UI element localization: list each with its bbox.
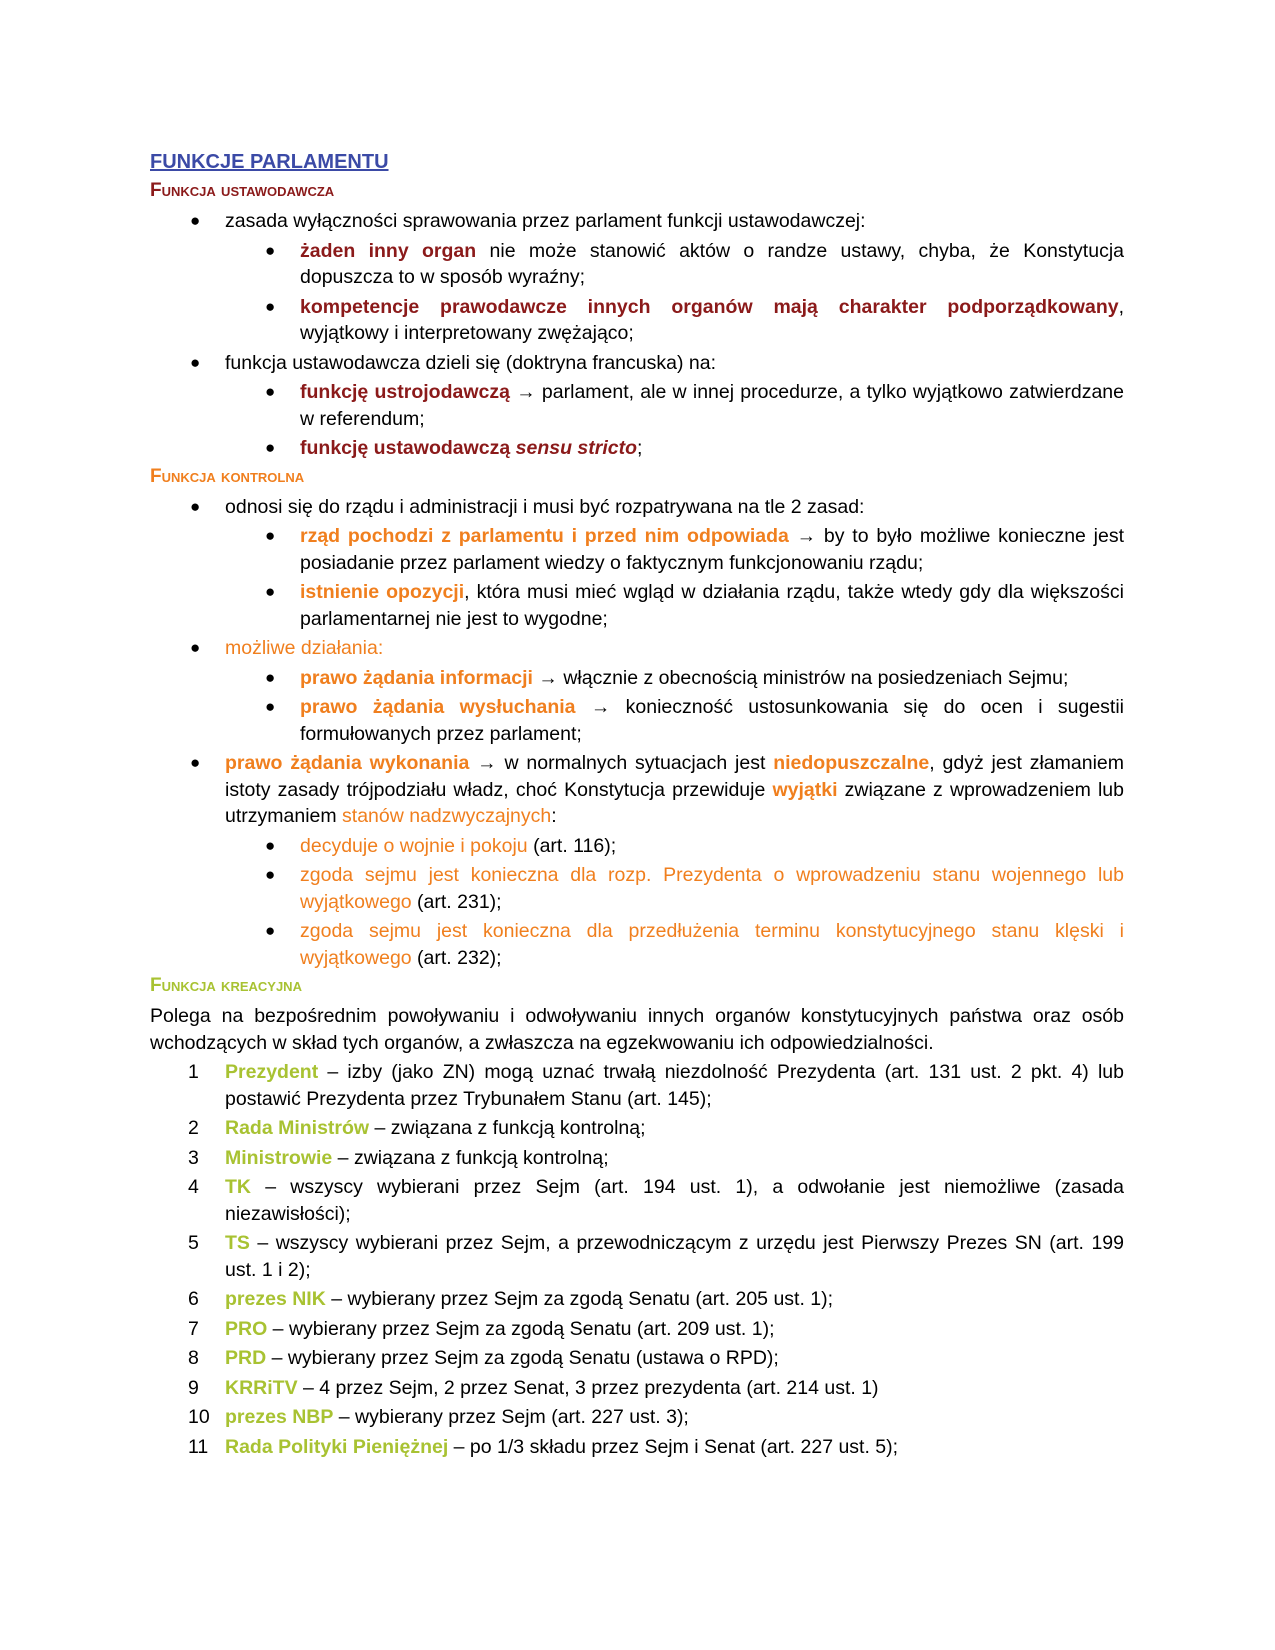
organ-name: KRRiTV <box>225 1376 298 1399</box>
list-number: 3 <box>188 1146 199 1169</box>
list-item: ● decyduje o wojnie i pokoju (art. 116); <box>150 833 1124 860</box>
list-item: ● prawo żądania informacji → włącznie z obecnością ministrów na posiedzeniach Sejmu; <box>150 665 1124 692</box>
bullet-icon: ● <box>190 638 201 657</box>
list-number: 6 <box>188 1288 199 1310</box>
bullet-icon: ● <box>265 438 276 457</box>
list-item: ● funkcja ustawodawcza dzieli się (doktryna francuska) na: <box>150 350 1124 377</box>
list-item <box>150 1404 1124 1431</box>
organ-name: Rada Polityki Pieniężnej <box>225 1435 449 1458</box>
organ-name: Prezydent <box>225 1061 319 1083</box>
list-number: 9 <box>188 1376 199 1399</box>
list-number: 4 <box>188 1176 199 1198</box>
document-page <box>150 148 1124 1460</box>
bullet-icon: ● <box>265 667 276 687</box>
organ-name: PRO <box>225 1317 268 1340</box>
organ-description: – wybierany przez Sejm za zgodą Senatu (art. 209 ust. 1); <box>267 1317 775 1340</box>
list-item <box>150 1059 1124 1112</box>
list-number: 8 <box>188 1347 199 1369</box>
list-item <box>150 1286 1124 1313</box>
bullet-icon: ● <box>265 865 276 884</box>
list-item: ● zgoda sejmu jest konieczna dla przedłużenia terminu konstytucyjnego stanu klęski i wyjątkowego (art. 232); <box>265 920 1124 969</box>
bullet-icon: ● <box>265 296 276 316</box>
organ-name: TK <box>225 1176 251 1198</box>
list-number: 5 <box>188 1232 199 1254</box>
organ-description: – izby (jako ZN) mogą uznać trwałą niezdolność Prezydenta (art. 131 ust. 2 pkt. 4) lub postawić Prezydenta przez Trybunałem Stanu (art. 145); <box>225 1061 1124 1110</box>
numbered-list <box>150 1059 1124 1460</box>
list-item: ● rząd pochodzi z parlamentu i przed nim odpowiada → by to było możliwe konieczne jest posiadanie przez parlament wiedzy o faktycznym funkcjonowaniu rządu; <box>265 525 1125 574</box>
list-item: ● prawo żądania wysłuchania → konieczność ustosunkowania się do ocen i sugestii formułowanych przez parlament; <box>265 696 1124 745</box>
list-item <box>150 1345 1124 1372</box>
list-number: 1 <box>188 1061 199 1083</box>
bullet-icon: ● <box>190 753 201 772</box>
section-heading-control: Funkcja kontrolna <box>150 465 305 487</box>
list-item <box>150 1174 1124 1227</box>
bullet-icon: ● <box>265 240 276 260</box>
section-intro: Polega na bezpośrednim powoływaniu i odwoływaniu innych organów konstytucyjnych państwa oraz osób wchodzących w skład tych organów, a zwłaszcza na egzekwowaniu ich odpowiedzialności. <box>150 1005 1124 1054</box>
list-number: 10 <box>188 1406 210 1428</box>
organ-description: – wybierany przez Sejm za zgodą Senatu (art. 205 ust. 1); <box>325 1288 834 1310</box>
organ-name: prezes NBP <box>225 1406 334 1428</box>
list-number: 7 <box>188 1317 199 1340</box>
list-item <box>150 1375 1124 1402</box>
bullet-icon: ● <box>265 921 276 940</box>
list-item: ● kompetencje prawodawcze innych organów mają charakter podporządkowany, wyjątkowy i interpretowany zwężająco; <box>265 295 1124 344</box>
list-item <box>150 1316 1124 1343</box>
organ-name: prezes NIK <box>225 1288 326 1310</box>
list-item: ● żaden inny organ nie może stanowić aktów o randze ustawy, chyba, że Konstytucja dopuszcza to w sposób wyraźny; <box>265 239 1124 288</box>
organ-description: – związana z funkcją kontrolną; <box>369 1117 646 1139</box>
list-item: ● istnienie opozycji, która musi mieć wgląd w działania rządu, także wtedy gdy dla większości parlamentarnej nie jest to wygodne; <box>265 581 1124 630</box>
list-item <box>150 1230 1124 1283</box>
organ-description: – związana z funkcją kontrolną; <box>332 1146 609 1169</box>
organ-name: Rada Ministrów <box>225 1117 370 1139</box>
organ-name: TS <box>225 1232 250 1254</box>
organ-description: – wszyscy wybierani przez Sejm, a przewodniczącym z urzędu jest Pierwszy Prezes SN (art. 199 ust. 1 i 2); <box>225 1232 1124 1281</box>
list-item: ● funkcję ustawodawczą sensu stricto; <box>150 435 1124 462</box>
bullet-icon: ● <box>265 697 276 716</box>
organ-description: – wszyscy wybierani przez Sejm (art. 194 ust. 1), a odwołanie jest niemożliwe (zasada niezawisłości); <box>225 1176 1124 1225</box>
list-number: 11 <box>188 1435 209 1458</box>
list-item: ● odnosi się do rządu i administracji i musi być rozpatrywana na tle 2 zasad: <box>150 494 1124 521</box>
page-title: FUNKCJE PARLAMENTU <box>150 151 389 173</box>
organ-description: – po 1/3 składu przez Sejm i Senat (art. 227 ust. 5); <box>448 1435 899 1458</box>
list-item: ● zasada wyłączności sprawowania przez parlament funkcji ustawodawczej: <box>150 208 1124 235</box>
list-item <box>150 1115 1124 1142</box>
list-item: ● zgoda sejmu jest konieczna dla rozp. Prezydenta o wprowadzeniu stanu wojennego lub wyjątkowego (art. 231); <box>265 864 1124 913</box>
bullet-icon: ● <box>190 496 201 516</box>
bullet-icon: ● <box>190 352 201 372</box>
list-item: ● prawo żądania wykonania → w normalnych sytuacjach jest niedopuszczalne, gdyż jest złamaniem istoty zasady trójpodziału władz, choć Konstytucja przewiduje wyjątki związane z wprowadzeniem lub utrzymaniem stanów nadzwyczajnych: <box>190 752 1125 827</box>
organ-description: – 4 przez Sejm, 2 przez Senat, 3 przez prezydenta (art. 214 ust. 1) <box>297 1376 879 1399</box>
section-heading-creative: Funkcja kreacyjna <box>150 975 302 996</box>
list-number: 2 <box>188 1117 199 1139</box>
organ-name: PRD <box>225 1347 267 1369</box>
bullet-icon: ● <box>265 835 276 855</box>
bullet-icon: ● <box>265 582 276 601</box>
list-item: ● funkcję ustrojodawczą → parlament, ale w innej procedurze, a tylko wyjątkowo zatwierdzane w referendum; <box>265 381 1124 430</box>
section-heading-legislative: Funkcja ustawodawcza <box>150 180 335 201</box>
bullet-icon: ● <box>265 526 276 545</box>
list-item <box>150 1434 1124 1461</box>
bullet-icon: ● <box>265 382 276 401</box>
organ-description: – wybierany przez Sejm za zgodą Senatu (ustawa o RPD); <box>266 1347 779 1369</box>
bullet-icon: ● <box>190 211 201 230</box>
list-item: ● możliwe działania: <box>150 635 1124 662</box>
organ-name: Ministrowie <box>225 1146 333 1169</box>
organ-description: – wybierany przez Sejm (art. 227 ust. 3); <box>333 1406 689 1428</box>
list-item <box>150 1145 1124 1172</box>
